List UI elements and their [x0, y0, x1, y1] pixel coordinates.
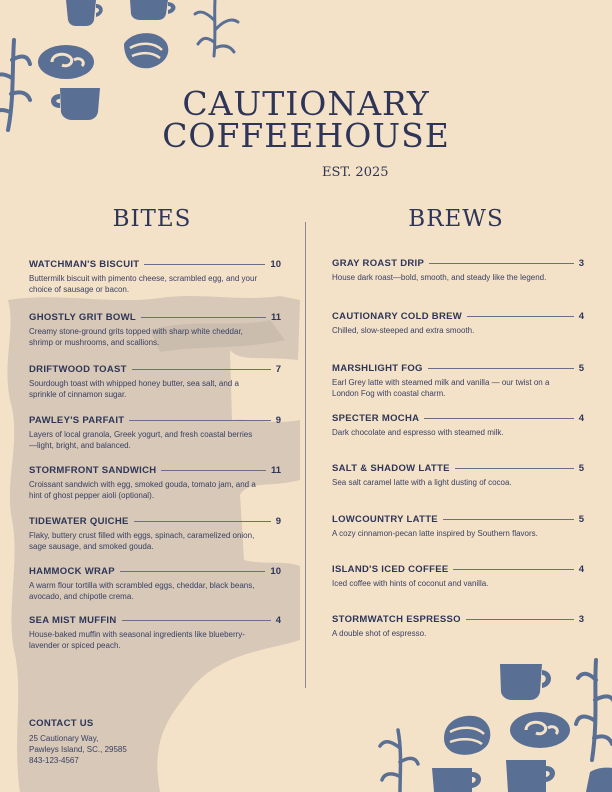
item-name: WATCHMAN'S BISCUIT: [29, 258, 140, 270]
coffee-cup-icon: [51, 88, 100, 120]
item-description: House dark roast—bold, smooth, and steady like the legend.: [332, 273, 547, 282]
item-price: 4: [578, 563, 584, 575]
brand-name-line-1: CAUTIONARY: [182, 84, 430, 123]
conch-shell-icon: [124, 33, 168, 68]
item-description: Sourdough toast with whipped honey butter, sea salt, and a sprinkle of cinnamon sugar.: [29, 379, 239, 399]
item-name: STORMWATCH ESPRESSO: [332, 613, 461, 625]
item-description: A cozy cinnamon-pecan latte inspired by Southern flavors.: [332, 529, 538, 538]
item-name: GHOSTLY GRIT BOWL: [29, 311, 136, 323]
item-description: Buttermilk biscuit with pimento cheese, scrambled egg, and your choice of sausage or bacon.: [29, 274, 258, 294]
leader-line: [443, 519, 574, 520]
seagrass-icon: [576, 660, 612, 760]
item-description: Creamy stone-ground grits topped with sharp white cheddar, shrimp or mushrooms, and scallions.: [29, 327, 243, 347]
item-name: SPECTER MOCHA: [332, 412, 420, 424]
contact-block: [29, 718, 127, 766]
item-name: CAUTIONARY COLD BREW: [332, 310, 463, 322]
menu-item-stormwatch-espresso: [332, 613, 584, 639]
leader-line: [129, 420, 270, 421]
coffee-cup-icon: [500, 664, 551, 700]
leader-line: [467, 316, 574, 317]
leader-line: [122, 620, 271, 621]
item-price: 4: [578, 412, 584, 424]
coffee-cup-icon: [432, 768, 481, 792]
item-price: 7: [275, 363, 281, 375]
bites-heading: BITES: [112, 206, 192, 232]
menu-item-lowcountry-latte: [332, 513, 584, 539]
item-price: 3: [578, 257, 584, 269]
item-name: HAMMOCK WRAP: [29, 565, 115, 577]
conch-shell-icon: [444, 716, 490, 755]
seagrass-icon: [380, 730, 418, 792]
item-description: A double shot of espresso.: [332, 629, 427, 638]
item-description: A warm flour tortilla with scrambled eggs, cheddar, black beans, avocado, and chipotle crema.: [29, 581, 255, 601]
menu-item-specter-mocha: [332, 412, 584, 438]
menu-item-hammock-wrap: [29, 565, 281, 602]
menu-item-salt-and-shadow-latte: [332, 462, 584, 488]
item-name: MARSHLIGHT FOG: [332, 362, 423, 374]
menu-item-sea-mist-muffin: [29, 614, 281, 651]
seagrass-icon: [0, 40, 30, 130]
item-price: 4: [275, 614, 281, 626]
brand-logo: [150, 84, 462, 155]
menu-item-islands-iced-coffee: [332, 563, 584, 589]
leader-line: [424, 418, 573, 419]
coffee-cup-icon: [506, 760, 555, 792]
brews-heading: BREWS: [408, 206, 504, 232]
leader-line: [144, 264, 265, 265]
item-name: ISLAND'S ICED COFFEE: [332, 563, 449, 575]
swirl-pastry-icon: [510, 712, 570, 748]
item-price: 5: [578, 513, 584, 525]
leader-line: [455, 468, 574, 469]
leader-line: [134, 521, 271, 522]
menu-item-tidewater-quiche: [29, 515, 281, 552]
item-name: SEA MIST MUFFIN: [29, 614, 117, 626]
established-date: EST. 2025: [322, 165, 389, 180]
item-name: SALT & SHADOW LATTE: [332, 462, 450, 474]
item-price: 5: [578, 462, 584, 474]
item-name: LOWCOUNTRY LATTE: [332, 513, 438, 525]
coffee-cup-icon: [130, 0, 176, 20]
leader-line: [429, 263, 574, 264]
menu-item-cautionary-cold-brew: [332, 310, 584, 336]
contact-street: 25 Cautionary Way,: [29, 734, 99, 743]
item-name: PAWLEY'S PARFAIT: [29, 414, 125, 426]
item-name: DRIFTWOOD TOAST: [29, 363, 127, 375]
item-price: 11: [270, 464, 281, 476]
item-description: Dark chocolate and espresso with steamed milk.: [332, 428, 504, 437]
menu-item-driftwood-toast: [29, 363, 281, 400]
leader-line: [141, 317, 266, 318]
leader-line: [120, 571, 265, 572]
menu-item-gray-roast-drip: [332, 257, 584, 283]
item-description: Croissant sandwich with egg, smoked gouda, tomato jam, and a hint of ghost pepper aioli (optional).: [29, 480, 256, 500]
item-description: House-baked muffin with seasonal ingredients like blueberry-lavender or spiced peach.: [29, 630, 245, 650]
coffee-cup-icon: [66, 0, 103, 26]
seagrass-icon: [195, 0, 238, 56]
item-price: 5: [578, 362, 584, 374]
leader-line: [161, 470, 266, 471]
contact-city: Pawleys Island, SC., 29585: [29, 745, 127, 754]
menu-item-stormfront-sandwich: [29, 464, 281, 501]
contact-phone: 843-123-4567: [29, 756, 79, 765]
item-description: Iced coffee with hints of coconut and vanilla.: [332, 579, 489, 588]
column-divider: [305, 222, 306, 688]
item-price: 10: [270, 258, 281, 270]
item-price: 9: [275, 414, 281, 426]
leader-line: [453, 569, 573, 570]
item-name: TIDEWATER QUICHE: [29, 515, 129, 527]
leader-line: [428, 368, 574, 369]
item-price: 10: [270, 565, 281, 577]
item-description: Chilled, slow-steeped and extra smooth.: [332, 326, 475, 335]
item-description: Earl Grey latte with steamed milk and vanilla — our twist on a London Fog with coastal charm.: [332, 378, 550, 398]
item-description: Layers of local granola, Greek yogurt, and fresh coastal berries—light, bright, and balanced.: [29, 430, 253, 450]
item-price: 9: [275, 515, 281, 527]
leader-line: [466, 619, 574, 620]
item-description: Flaky, buttery crust filled with eggs, spinach, caramelized onion, sage sausage, and smoked gouda.: [29, 531, 255, 551]
item-description: Sea salt caramel latte with a light dusting of cocoa.: [332, 478, 512, 487]
brand-name-line-2: COFFEEHOUSE: [162, 116, 450, 155]
leader-line: [132, 369, 271, 370]
item-price: 4: [578, 310, 584, 322]
menu-item-pawleys-parfait: [29, 414, 281, 451]
menu-item-ghostly-grit-bowl: [29, 311, 281, 348]
seagrass-icon: [586, 768, 612, 792]
contact-heading: CONTACT US: [29, 718, 94, 729]
swirl-pastry-icon: [38, 45, 94, 79]
item-name: STORMFRONT SANDWICH: [29, 464, 157, 476]
item-name: GRAY ROAST DRIP: [332, 257, 425, 269]
item-price: 3: [578, 613, 584, 625]
item-price: 11: [270, 311, 281, 323]
menu-item-watchmans-biscuit: [29, 258, 281, 295]
menu-item-marshlight-fog: [332, 362, 584, 399]
